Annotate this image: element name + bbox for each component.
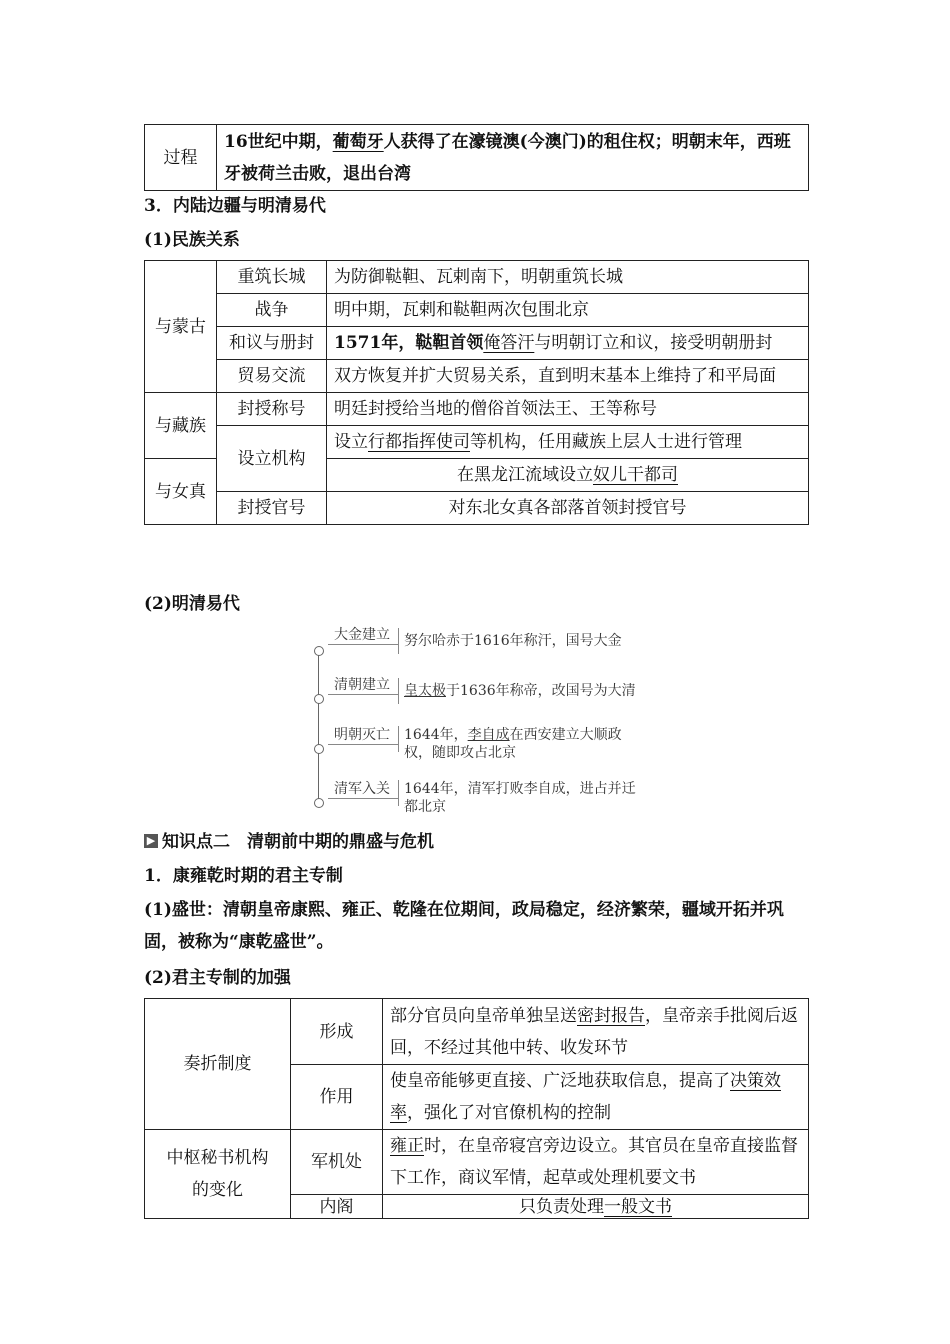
cell-item: 设立机构	[217, 426, 327, 492]
process-label: 过程	[145, 125, 217, 191]
paragraph-prosperity: (1)盛世：清朝皇帝康熙、雍正、乾隆在位期间，政局稳定，经济繁荣，疆域开拓并巩固，被称为“康乾盛世”。	[144, 900, 784, 952]
table-row	[145, 393, 809, 426]
subsection-heading: (1)民族关系	[144, 230, 240, 250]
cell-item: 封授官号	[217, 492, 327, 525]
cell-text: 对东北女真各部落首领封授官号	[327, 492, 809, 525]
cell-text: 为防御鞑靼、瓦剌南下，明朝重筑长城	[327, 261, 809, 294]
cell-item: 内阁	[291, 1195, 383, 1219]
cell-central-secretariat: 中枢秘书机构的变化	[145, 1130, 291, 1219]
timeline-node	[314, 798, 324, 808]
timeline-desc: 1644年，清军打败李自成，进占并迁都北京	[404, 781, 636, 815]
cell-mongol: 与蒙古	[145, 261, 217, 393]
subsection-heading: (2)君主专制的加强	[144, 968, 291, 988]
timeline-label: 清军入关	[334, 781, 390, 797]
cell-item: 军机处	[291, 1130, 383, 1195]
cell-item: 封授称号	[217, 393, 327, 426]
cell-text: 使皇帝能够更直接、广泛地获取信息，提高了决策效率，强化了对官僚机构的控制	[383, 1065, 809, 1130]
timeline-tick	[398, 678, 399, 704]
table-row	[145, 492, 809, 525]
cell-text: 1571年，鞑靼首领俺答汗与明朝订立和议，接受明朝册封	[327, 327, 809, 360]
table-row	[145, 261, 809, 294]
table-process	[144, 124, 809, 191]
timeline-node	[314, 744, 324, 754]
cell-text: 部分官员向皇帝单独呈送密封报告，皇帝亲手批阅后返回，不经过其他中转、收发环节	[383, 999, 809, 1065]
cell-item: 战争	[217, 294, 327, 327]
cell-text: 在黑龙江流域设立奴儿干都司	[327, 459, 809, 492]
cell-memorial-system: 奏折制度	[145, 999, 291, 1130]
timeline-tick	[398, 726, 399, 752]
timeline-desc: 努尔哈赤于1616年称汗，国号大金	[404, 633, 622, 649]
cell-text: 设立行都指挥使司等机构，任用藏族上层人士进行管理	[327, 426, 809, 459]
cell-text: 双方恢复并扩大贸易关系，直到明末基本上维持了和平局面	[327, 360, 809, 393]
timeline-label: 大金建立	[334, 627, 390, 643]
table-row	[145, 125, 809, 191]
timeline-desc: 皇太极于1636年称帝，改国号为大清	[404, 683, 636, 699]
cell-item: 形成	[291, 999, 383, 1065]
process-content: 16世纪中期，葡萄牙人获得了在濠镜澳(今澳门)的租住权；明朝末年，西班牙被荷兰击败，退出台湾	[217, 125, 809, 191]
cell-jurchen: 与女真	[145, 459, 217, 525]
timeline-axis	[318, 650, 319, 800]
timeline-tick	[398, 780, 399, 806]
section-heading: 3．内陆边疆与明清易代	[144, 196, 326, 216]
cell-text: 只负责处理一般文书	[383, 1195, 809, 1219]
timeline-underline	[328, 798, 398, 799]
cell-text: 明廷封授给当地的僧俗首领法王、王等称号	[327, 393, 809, 426]
timeline-label: 清朝建立	[334, 677, 390, 693]
cell-item: 贸易交流	[217, 360, 327, 393]
timeline-desc: 1644年，李自成在西安建立大顺政权，随即攻占北京	[404, 727, 622, 761]
cell-tibet: 与藏族	[145, 393, 217, 459]
cell-text: 雍正时，在皇帝寝宫旁边设立。其官员在皇帝直接监督下工作，商议军情，起草或处理机要文书	[383, 1130, 809, 1195]
section-heading: 1．康雍乾时期的君主专制	[144, 866, 343, 886]
table-row	[145, 360, 809, 393]
cell-item: 重筑长城	[217, 261, 327, 294]
timeline-diagram	[312, 622, 652, 817]
timeline-node	[314, 694, 324, 704]
knowledge-heading: ▶ 知识点二 清朝前中期的鼎盛与危机	[144, 826, 434, 858]
table-ethnic-relations	[144, 260, 809, 525]
timeline-underline	[328, 694, 398, 695]
subsection-heading: (2)明清易代	[144, 594, 240, 614]
timeline-underline	[328, 744, 398, 745]
timeline-underline	[328, 644, 398, 645]
table-row	[145, 327, 809, 360]
table-autocracy	[144, 998, 809, 1219]
timeline-tick	[398, 628, 399, 654]
timeline-node	[314, 646, 324, 656]
play-triangle-icon: ▶	[144, 834, 158, 848]
cell-item: 作用	[291, 1065, 383, 1130]
timeline-label: 明朝灭亡	[334, 727, 390, 743]
table-row	[145, 1130, 809, 1195]
cell-item: 和议与册封	[217, 327, 327, 360]
table-row	[145, 294, 809, 327]
cell-text: 明中期，瓦剌和鞑靼两次包围北京	[327, 294, 809, 327]
table-row	[145, 999, 809, 1065]
table-row	[145, 426, 809, 459]
